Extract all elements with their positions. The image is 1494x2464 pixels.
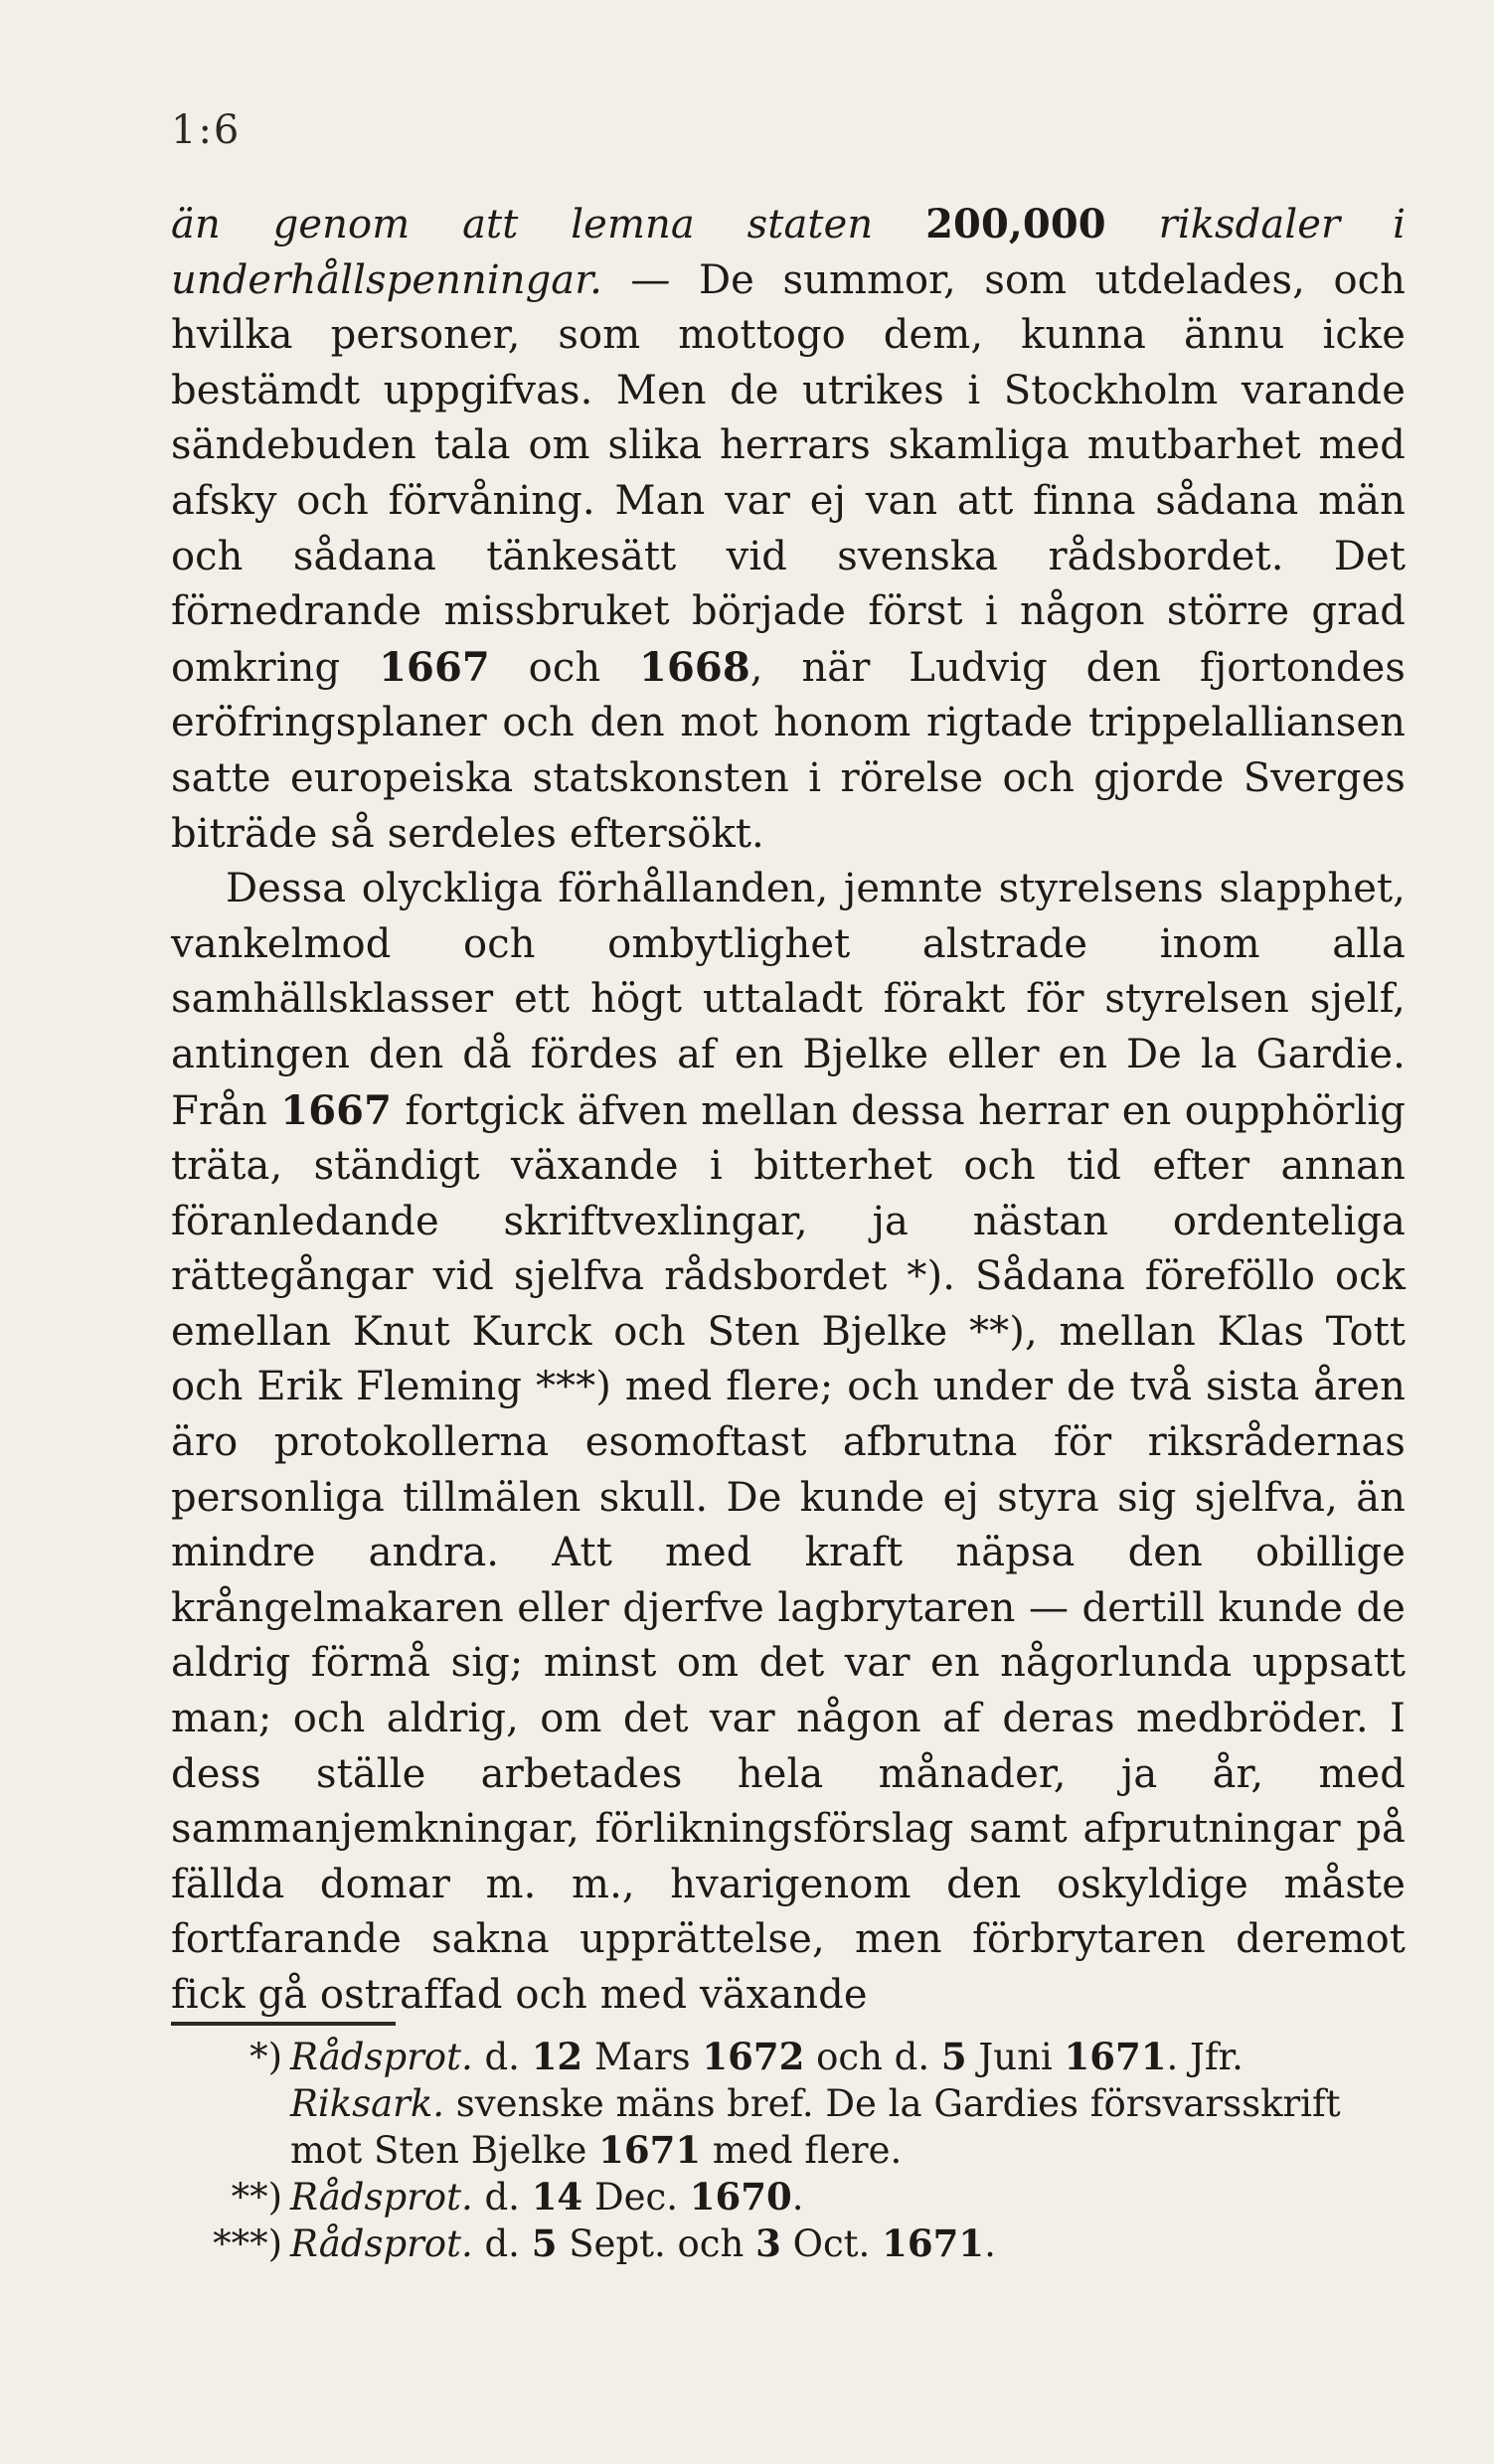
footnote-divider (171, 2022, 396, 2026)
bold-run: 1667 (379, 643, 490, 691)
text-run: . (791, 2176, 804, 2218)
text-run: och (489, 644, 640, 691)
italic-run: Riksark. (290, 2082, 445, 2125)
text-run: Oct. (780, 2222, 883, 2265)
text-run: , när Ludvig den fjortondes eröfringsplaner och den mot honom rigtade trippelalliansen satte europeiska statskonsten i rörelse och gjorde Sverges biträde så serdeles eftersökt. (171, 644, 1406, 857)
bold-run: 1671 (598, 2128, 702, 2172)
page-number: 1:6 (171, 107, 242, 153)
bold-run: 1668 (639, 643, 750, 691)
main-text (171, 197, 1406, 2024)
text-run: — De summor, som utdelades, och hvilka personer, som mottogo dem, kunna ännu icke bestämdt uppgifvas. Men de utrikes i Stockholm varande sändebuden tala om slika herrars skamliga mutbarhet med afsky och förvåning. Man var ej van att finna sådana män och sådana tänkesätt vid svenska rådsbordet. Det förnedrande missbruket började först i någon större grad omkring (171, 256, 1406, 691)
footnote (171, 2174, 1406, 2220)
footnotes (171, 2034, 1406, 2267)
italic-run: riksdaler i underhållspenningar. (171, 202, 1406, 303)
text-run: . Jfr. (1166, 2036, 1244, 2078)
footnote-text (290, 2176, 804, 2218)
text-run: och d. (804, 2036, 941, 2078)
footnote (171, 2034, 1406, 2174)
footnote (171, 2220, 1406, 2267)
text-run: Dessa olyckliga förhållanden, jemnte styrelsens slapphet, vankelmod och ombytlighet alstrade inom alla samhällsklasser ett högt uttaladt förakt för styrelsen sjelf, antingen den då fördes af en Bjelke eller en De la Gardie. Från (171, 866, 1406, 1134)
bold-run: 5 (940, 2035, 967, 2078)
text-run: d. (472, 2176, 532, 2218)
paragraph (171, 197, 1406, 862)
bold-run: 12 (531, 2035, 583, 2078)
bold-run: 1672 (702, 2035, 805, 2078)
bold-run: 5 (531, 2221, 558, 2265)
footnote-mark: ***) (213, 2222, 282, 2265)
text-run: Mars (582, 2036, 703, 2078)
italic-run: Rådsprot. (290, 2176, 473, 2218)
footnote-text (290, 2222, 996, 2265)
text-run: Sept. och (557, 2222, 756, 2265)
italic-run: Rådsprot. (290, 2036, 473, 2078)
text-run: Dec. (582, 2176, 690, 2218)
text-run: med flere. (701, 2129, 903, 2172)
bold-run: 3 (755, 2221, 781, 2265)
text-run: svenske mäns bref. De la Gardies försvarsskrift mot Sten Bjelke (290, 2082, 1341, 2172)
bold-run: 1671 (1064, 2035, 1167, 2078)
footnote-mark: *) (249, 2036, 282, 2078)
bold-run: 1670 (689, 2175, 792, 2218)
text-run: . (984, 2222, 996, 2265)
text-run: d. (472, 2036, 532, 2078)
paragraph (171, 862, 1406, 2023)
bold-run: 14 (531, 2175, 583, 2218)
text-run: fortgick äfven mellan dessa herrar en oupphörlig träta, ständigt växande i bitterhet och tid efter annan föranledande skriftvexlingar, ja nästan ordenteliga rättegångar vid sjelfva rådsbordet *). Sådana föreföllo ock emellan Knut Kurck och Sten Bjelke **), mellan Klas Tott och Erik Fleming ***) med flere; och under de två sista åren äro protokollerna esomoftast afbrutna för riksrådernas personliga tillmälen skull. De kunde ej styra sig sjelfva, än mindre andra. Att med kraft näpsa den obillige krångelmakaren eller djerfve lagbrytaren — dertill kunde de aldrig förmå sig; minst om det var en någorlunda uppsatt man; och aldrig, om det var någon af deras medbröder. I dess ställe arbetades hela månader, ja år, med sammanjemkningar, förlikningsförslag samt afprutningar på fällda domar m. m., hvarigenom den oskyldige måste fortfarande sakna upprättelse, men förbrytaren deremot fick gå ostraffad och med växande (171, 1087, 1406, 2018)
italic-run: Rådsprot. (290, 2222, 473, 2265)
italic-run: än genom att lemna staten (171, 202, 926, 247)
bold-run: 200,000 (925, 201, 1106, 247)
bold-run: 1671 (882, 2221, 985, 2265)
text-run: d. (472, 2222, 532, 2265)
footnote-mark: **) (231, 2176, 282, 2218)
bold-run: 1667 (280, 1086, 393, 1134)
text-run: Juni (966, 2036, 1065, 2078)
footnote-text (290, 2036, 1341, 2172)
